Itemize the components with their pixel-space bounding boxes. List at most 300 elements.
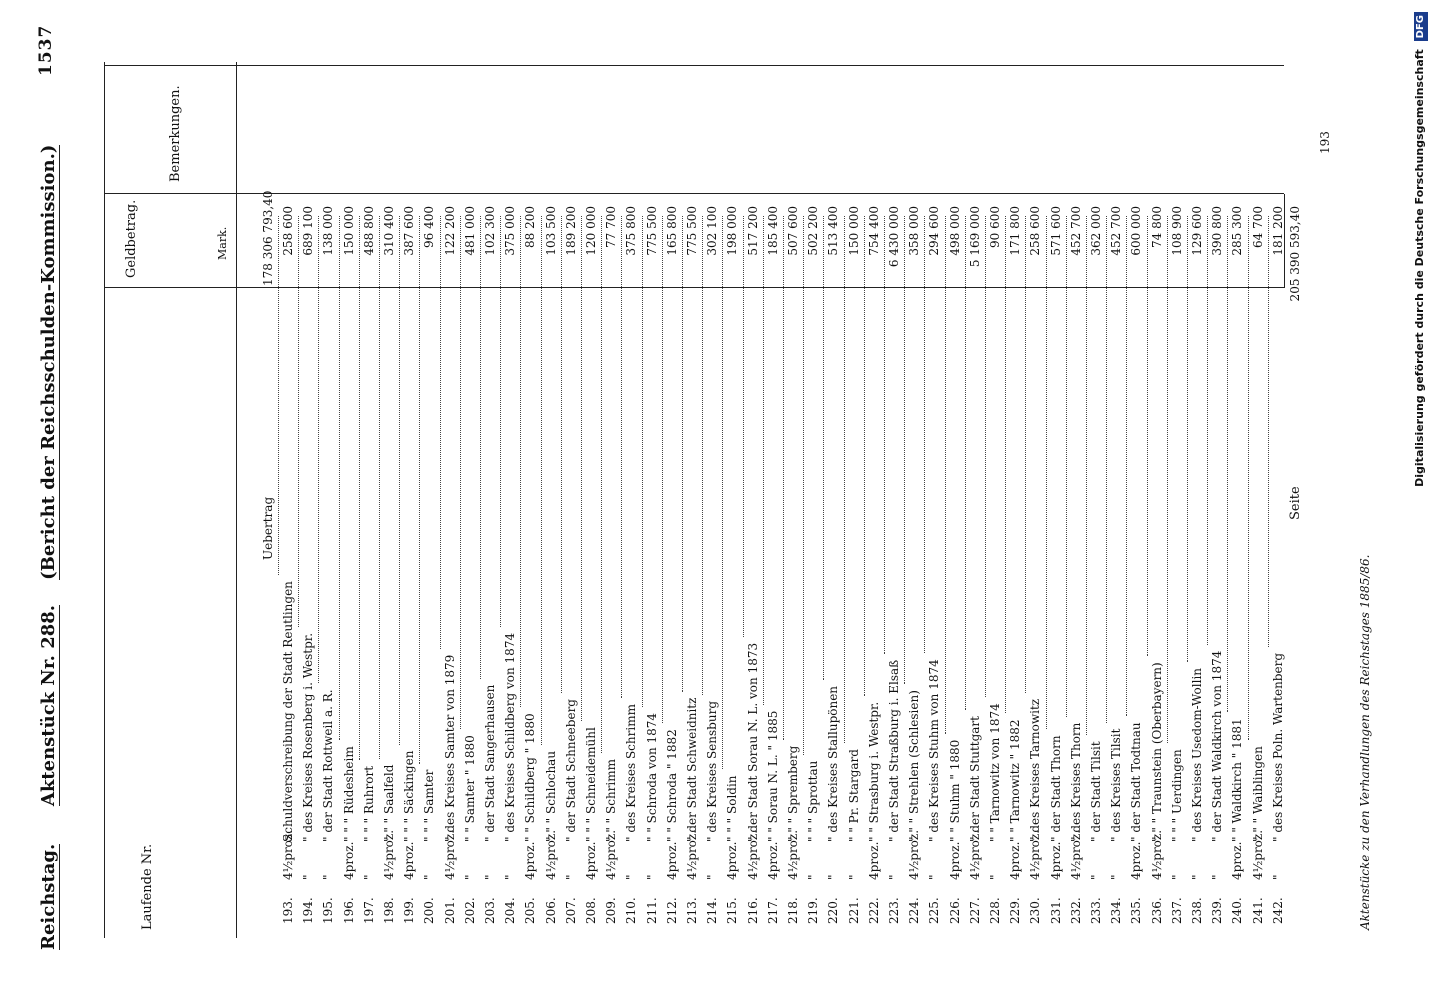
row-amount: 185 400 bbox=[765, 206, 780, 256]
dot-leader bbox=[359, 216, 360, 760]
row-interest-rate: 4½proz. bbox=[907, 829, 922, 880]
row-amount: 102 300 bbox=[483, 206, 497, 256]
row-number: 206. bbox=[543, 897, 558, 924]
table-row bbox=[965, 0, 985, 1000]
row-description: " der Stadt Sorau N. L. von 1873 bbox=[745, 642, 760, 842]
row-interest-rate: 4½proz. bbox=[1250, 829, 1265, 880]
row-amount: 488 800 bbox=[361, 206, 376, 256]
total-label: Seite bbox=[1288, 486, 1303, 520]
row-number: 213. bbox=[685, 897, 699, 924]
row-description: " " Sorau N. L. " 1885 bbox=[765, 710, 780, 842]
row-description: " des Kreises Tilsit bbox=[1109, 728, 1124, 842]
dot-leader bbox=[844, 216, 845, 743]
row-amount: 120 000 bbox=[584, 206, 598, 256]
row-description: " der Stadt Thorn bbox=[1048, 735, 1063, 842]
row-amount: 775 500 bbox=[685, 206, 699, 256]
row-number: 200. bbox=[422, 897, 437, 924]
row-interest-rate: " bbox=[927, 874, 942, 880]
row-amount: 5 169 000 bbox=[967, 206, 982, 268]
row-description: " " " Samter bbox=[422, 769, 437, 842]
dot-leader bbox=[803, 216, 804, 755]
row-amount: 513 400 bbox=[826, 206, 841, 256]
row-amount: 150 000 bbox=[341, 206, 356, 256]
row-interest-rate: 4proz. bbox=[1129, 841, 1144, 880]
carry-over-label: Uebertrag bbox=[261, 496, 275, 560]
row-amount: 138 000 bbox=[321, 206, 336, 256]
row-number: 240. bbox=[1230, 897, 1245, 924]
row-interest-rate: 4proz. bbox=[765, 841, 780, 880]
row-description: " " " Ruhrort bbox=[361, 765, 376, 842]
table-row bbox=[278, 0, 298, 1000]
table-row bbox=[803, 0, 823, 1000]
row-description: " " Pr. Stargard bbox=[846, 749, 861, 842]
row-interest-rate: 4½proz. bbox=[382, 829, 396, 880]
table-row bbox=[379, 0, 399, 1000]
row-number: 207. bbox=[563, 897, 578, 924]
table-row bbox=[985, 0, 1005, 1000]
row-number: 235. bbox=[1129, 897, 1144, 924]
dot-leader bbox=[965, 216, 966, 710]
row-interest-rate: " bbox=[1169, 874, 1184, 880]
dot-leader bbox=[1167, 216, 1168, 743]
row-number: 233. bbox=[1089, 897, 1103, 924]
row-amount: 129 600 bbox=[1190, 206, 1204, 256]
row-number: 195. bbox=[321, 897, 336, 924]
table-row bbox=[520, 0, 540, 1000]
row-number: 197. bbox=[361, 897, 376, 924]
table-row bbox=[722, 0, 742, 1000]
row-description: " des Kreises Stuhm von 1874 bbox=[927, 659, 942, 842]
row-number: 218. bbox=[786, 897, 800, 924]
row-number: 208. bbox=[584, 897, 598, 924]
dot-leader bbox=[1248, 216, 1249, 740]
row-interest-rate: " bbox=[1210, 874, 1225, 880]
dot-leader bbox=[419, 216, 420, 764]
row-interest-rate: " bbox=[705, 874, 720, 880]
col-header-amount: Geldbetrag. bbox=[124, 199, 139, 278]
row-number: 198. bbox=[382, 897, 396, 924]
row-number: 220. bbox=[826, 897, 841, 924]
row-number: 232. bbox=[1068, 897, 1083, 924]
col-header-unit: Mark. bbox=[216, 226, 229, 260]
row-interest-rate: 4proz. bbox=[402, 841, 417, 880]
row-interest-rate: " bbox=[1109, 874, 1124, 880]
row-amount: 375 800 bbox=[624, 206, 639, 256]
row-description: " " Samter " 1880 bbox=[462, 735, 477, 842]
running-header bbox=[38, 145, 59, 950]
row-amount: 258 600 bbox=[281, 206, 295, 256]
table-row bbox=[783, 0, 803, 1000]
row-interest-rate: 4proz. bbox=[341, 841, 356, 880]
row-number: 219. bbox=[806, 897, 821, 924]
table-row bbox=[763, 0, 783, 1000]
table-row bbox=[318, 0, 338, 1000]
carry-over-row bbox=[258, 0, 278, 1000]
dot-leader bbox=[1227, 216, 1228, 712]
row-description: " " " Rüdesheim bbox=[341, 746, 356, 842]
table-row bbox=[1248, 0, 1268, 1000]
row-amount: 108 900 bbox=[1169, 206, 1184, 256]
row-description: " " " Strehlen (Schlesien) bbox=[907, 690, 922, 842]
row-description: " der Stadt Rottweil a. R. bbox=[321, 689, 336, 842]
table-row bbox=[1086, 0, 1106, 1000]
row-amount: 600 000 bbox=[1129, 206, 1144, 256]
row-number: 225. bbox=[927, 897, 942, 924]
dot-leader bbox=[1005, 216, 1006, 713]
row-amount: 88 200 bbox=[523, 206, 538, 248]
row-number: 238. bbox=[1190, 897, 1204, 924]
dot-leader bbox=[763, 216, 764, 705]
table-row bbox=[823, 0, 843, 1000]
row-amount: 103 500 bbox=[543, 206, 558, 256]
row-description: " " Stuhm " 1880 bbox=[947, 739, 962, 842]
row-amount: 390 800 bbox=[1210, 206, 1225, 256]
row-number: 242. bbox=[1270, 897, 1285, 924]
dot-leader bbox=[621, 216, 622, 698]
row-amount: 189 200 bbox=[563, 206, 578, 256]
dot-leader bbox=[864, 216, 865, 696]
row-number: 237. bbox=[1169, 897, 1184, 924]
dot-leader bbox=[339, 216, 340, 740]
dot-leader bbox=[581, 216, 582, 721]
dot-leader bbox=[702, 216, 703, 695]
row-description: " des Kreises Sensburg bbox=[705, 701, 720, 842]
table-row bbox=[1126, 0, 1146, 1000]
dot-leader bbox=[379, 216, 380, 759]
footnote: Aktenstücke zu den Verhandlungen des Reichstages 1885/86. bbox=[1358, 554, 1372, 930]
dot-leader bbox=[1126, 216, 1127, 716]
table-row bbox=[1025, 0, 1045, 1000]
header-doc: Aktenstück Nr. 288. bbox=[38, 604, 59, 807]
row-number: 234. bbox=[1109, 897, 1124, 924]
row-amount: 362 000 bbox=[1089, 206, 1103, 256]
row-number: 228. bbox=[988, 897, 1002, 924]
header-title: (Bericht der Reichsschulden-Kommission.) bbox=[38, 144, 59, 580]
row-interest-rate: 4½proz. bbox=[967, 829, 982, 880]
page-number: 1537 bbox=[36, 24, 56, 76]
table-row bbox=[904, 0, 924, 1000]
row-amount: 507 600 bbox=[786, 206, 800, 256]
row-interest-rate: " bbox=[422, 874, 437, 880]
folio-number: 193 bbox=[1318, 131, 1332, 154]
dot-leader bbox=[682, 216, 683, 692]
dot-leader bbox=[985, 216, 986, 697]
row-description: " des Kreises Schrimm bbox=[624, 704, 639, 842]
row-description: " " " Schneidemühl bbox=[584, 727, 598, 842]
row-amount: 502 200 bbox=[806, 206, 821, 256]
dot-leader bbox=[924, 216, 925, 653]
table-row bbox=[419, 0, 439, 1000]
dot-leader bbox=[722, 216, 723, 769]
dot-leader bbox=[399, 216, 400, 745]
row-interest-rate: 4½proz. bbox=[745, 829, 760, 880]
table-row bbox=[339, 0, 359, 1000]
dot-leader bbox=[1066, 216, 1067, 717]
row-interest-rate: " bbox=[483, 874, 497, 880]
dot-leader bbox=[500, 216, 501, 627]
row-number: 224. bbox=[907, 897, 922, 924]
table-row bbox=[541, 0, 561, 1000]
row-description: " der Stadt Sangerhausen bbox=[483, 684, 497, 842]
table-row bbox=[1046, 0, 1066, 1000]
table-row bbox=[1268, 0, 1288, 1000]
row-number: 226. bbox=[947, 897, 962, 924]
row-interest-rate: 4proz. bbox=[584, 841, 598, 880]
table-row bbox=[945, 0, 965, 1000]
row-description: " " " Saalfeld bbox=[382, 764, 396, 842]
row-description: " " Waldkirch " 1881 bbox=[1230, 718, 1245, 842]
row-description: " der Stadt Straßburg i. Elsaß bbox=[887, 659, 901, 842]
row-amount: 358 000 bbox=[907, 206, 922, 256]
row-interest-rate: " bbox=[846, 874, 861, 880]
row-number: 199. bbox=[402, 897, 417, 924]
table-row bbox=[1106, 0, 1126, 1000]
col-header-remarks: Bemerkungen. bbox=[168, 85, 183, 182]
row-number: 209. bbox=[604, 897, 619, 924]
row-number: 196. bbox=[341, 897, 356, 924]
row-description: " " Schildberg " 1880 bbox=[523, 713, 538, 842]
row-description: " der Stadt Schneeberg bbox=[563, 699, 578, 842]
row-number: 204. bbox=[503, 897, 518, 924]
dot-leader bbox=[298, 216, 299, 627]
table-row bbox=[298, 0, 318, 1000]
row-interest-rate: " bbox=[503, 874, 518, 880]
table-row bbox=[884, 0, 904, 1000]
table-row bbox=[561, 0, 581, 1000]
row-interest-rate: 4½proz. bbox=[1149, 829, 1164, 880]
dot-leader bbox=[541, 216, 542, 745]
table-row bbox=[601, 0, 621, 1000]
row-interest-rate: " bbox=[1270, 874, 1285, 880]
row-amount: 90 600 bbox=[988, 206, 1002, 248]
row-amount: 310 400 bbox=[382, 206, 396, 256]
row-interest-rate: 4proz. bbox=[664, 841, 679, 880]
row-interest-rate: " bbox=[321, 874, 336, 880]
dot-leader bbox=[823, 216, 824, 680]
row-interest-rate: " bbox=[644, 874, 659, 880]
row-interest-rate: 4proz. bbox=[523, 841, 538, 880]
dot-leader bbox=[884, 216, 885, 654]
table-row bbox=[864, 0, 884, 1000]
dot-leader bbox=[601, 216, 602, 753]
table-row bbox=[924, 0, 944, 1000]
row-interest-rate: 4proz. bbox=[866, 841, 881, 880]
row-number: 229. bbox=[1008, 897, 1023, 924]
row-number: 221. bbox=[846, 897, 861, 924]
row-number: 210. bbox=[624, 897, 639, 924]
row-interest-rate: 4½proz. bbox=[281, 829, 295, 880]
row-amount: 775 500 bbox=[644, 206, 659, 256]
table-row bbox=[500, 0, 520, 1000]
row-interest-rate: " bbox=[462, 874, 477, 880]
row-number: 230. bbox=[1028, 897, 1043, 924]
table-row bbox=[581, 0, 601, 1000]
row-interest-rate: 4½proz. bbox=[685, 829, 699, 880]
dot-leader bbox=[1025, 216, 1026, 693]
table-row bbox=[460, 0, 480, 1000]
row-description: " des Kreises Poln. Wartenberg bbox=[1270, 652, 1285, 842]
row-description: " " " Säckingen bbox=[402, 750, 417, 842]
dot-leader bbox=[1046, 216, 1047, 729]
row-amount: 571 600 bbox=[1048, 206, 1063, 256]
table-row bbox=[1187, 0, 1207, 1000]
dot-leader bbox=[662, 216, 663, 723]
row-amount: 294 600 bbox=[927, 206, 942, 256]
row-number: 194. bbox=[301, 897, 316, 924]
row-amount: 302 100 bbox=[705, 206, 720, 256]
row-amount: 754 400 bbox=[866, 206, 881, 256]
dot-leader bbox=[904, 216, 905, 684]
row-amount: 452 700 bbox=[1109, 206, 1124, 256]
row-amount: 150 000 bbox=[846, 206, 861, 256]
row-amount: 285 300 bbox=[1230, 206, 1245, 256]
row-description: " des Kreises Thorn bbox=[1068, 722, 1083, 842]
carry-over-amount: 178 306 793,40 bbox=[261, 190, 275, 286]
row-description: " " " Soldin bbox=[725, 775, 740, 842]
col-header-nr: Laufende Nr. bbox=[140, 843, 155, 930]
table-row bbox=[682, 0, 702, 1000]
table-row bbox=[702, 0, 722, 1000]
row-description: " " " Schlochau bbox=[543, 750, 558, 842]
row-amount: 171 800 bbox=[1008, 206, 1023, 256]
row-interest-rate: 4proz. bbox=[1230, 841, 1245, 880]
row-description: " " " Uerdingen bbox=[1169, 749, 1184, 842]
row-amount: 258 600 bbox=[1028, 206, 1043, 256]
dfg-logo: DFG bbox=[1414, 12, 1428, 41]
row-interest-rate: " bbox=[1190, 874, 1204, 880]
row-interest-rate: " bbox=[826, 874, 841, 880]
row-description: " " " Waiblingen bbox=[1250, 746, 1265, 842]
row-description: " " " Spremberg bbox=[786, 745, 800, 842]
row-description: " " Tarnowitz " 1882 bbox=[1008, 719, 1023, 842]
dot-leader bbox=[1147, 216, 1148, 656]
row-number: 201. bbox=[442, 897, 457, 924]
dot-leader bbox=[1106, 216, 1107, 723]
row-amount: 689 100 bbox=[301, 206, 316, 256]
row-interest-rate: 4proz. bbox=[947, 841, 962, 880]
table-row bbox=[662, 0, 682, 1000]
dot-leader bbox=[561, 216, 562, 693]
row-number: 216. bbox=[745, 897, 760, 924]
dot-leader bbox=[1207, 216, 1208, 645]
row-description: " der Stadt Stuttgart bbox=[967, 716, 982, 842]
row-amount: 96 400 bbox=[422, 206, 437, 248]
row-number: 217. bbox=[765, 897, 780, 924]
table-row bbox=[1207, 0, 1227, 1000]
row-description: " " Schroda " 1882 bbox=[664, 729, 679, 842]
dot-leader bbox=[1268, 216, 1269, 647]
row-description: " der Stadt Todtnau bbox=[1129, 722, 1144, 842]
row-number: 231. bbox=[1048, 897, 1063, 924]
row-number: 205. bbox=[523, 897, 538, 924]
table-row bbox=[844, 0, 864, 1000]
row-amount: 517 200 bbox=[745, 206, 760, 256]
row-description: " " Strasburg i. Westpr. bbox=[866, 701, 881, 842]
header-source: Reichstag. bbox=[38, 843, 59, 950]
row-description: " " " Schrimm bbox=[604, 758, 619, 842]
row-interest-rate: " bbox=[806, 874, 821, 880]
row-description: " des Kreises Schildberg von 1874 bbox=[503, 632, 518, 842]
row-amount: 122 200 bbox=[442, 206, 457, 256]
row-description: " der Stadt Schweidnitz bbox=[685, 697, 699, 842]
table-row bbox=[1005, 0, 1025, 1000]
row-interest-rate: 4½proz. bbox=[1028, 829, 1043, 880]
row-number: 241. bbox=[1250, 897, 1265, 924]
row-interest-rate: 4½proz. bbox=[786, 829, 800, 880]
row-interest-rate: 4proz. bbox=[1048, 841, 1063, 880]
row-number: 202. bbox=[462, 897, 477, 924]
dot-leader bbox=[278, 216, 279, 575]
row-interest-rate: 4½proz. bbox=[1068, 829, 1083, 880]
row-number: 214. bbox=[705, 897, 720, 924]
row-description: " " Tarnowitz von 1874 bbox=[988, 703, 1002, 842]
row-description: " " " Sprottau bbox=[806, 760, 821, 842]
row-interest-rate: " bbox=[887, 874, 901, 880]
row-number: 203. bbox=[483, 897, 497, 924]
row-description: " des Kreises Samter von 1879 bbox=[442, 654, 457, 842]
table-row bbox=[1227, 0, 1247, 1000]
row-description: " der Stadt Waldkirch von 1874 bbox=[1210, 650, 1225, 842]
table-row bbox=[1147, 0, 1167, 1000]
row-interest-rate: " bbox=[301, 874, 316, 880]
row-description: " des Kreises Tarnowitz bbox=[1028, 698, 1043, 842]
row-amount: 452 700 bbox=[1068, 206, 1083, 256]
row-number: 236. bbox=[1149, 897, 1164, 924]
row-interest-rate: 4½proz. bbox=[442, 829, 457, 880]
table-row bbox=[1066, 0, 1086, 1000]
watermark-text: Digitalisierung gefördert durch die Deutsche Forschungsgemeinschaft bbox=[1413, 49, 1426, 487]
row-description: " " " Traunstein (Oberbayern) bbox=[1149, 662, 1164, 842]
row-number: 222. bbox=[866, 897, 881, 924]
row-amount: 481 000 bbox=[462, 206, 477, 256]
row-number: 211. bbox=[644, 897, 659, 924]
row-number: 215. bbox=[725, 897, 740, 924]
row-interest-rate: " bbox=[988, 874, 1002, 880]
row-amount: 375 000 bbox=[503, 206, 518, 256]
row-description: " des Kreises Stallupönen bbox=[826, 685, 841, 842]
dfg-watermark bbox=[1400, 0, 1432, 1000]
row-number: 239. bbox=[1210, 897, 1225, 924]
dot-leader bbox=[460, 216, 461, 729]
row-description: " des Kreises Usedom-Wollin bbox=[1190, 667, 1204, 842]
table-row bbox=[359, 0, 379, 1000]
row-amount: 74 800 bbox=[1149, 206, 1164, 248]
dot-leader bbox=[520, 216, 521, 707]
row-description: " " Schroda von 1874 bbox=[644, 712, 659, 842]
dot-leader bbox=[1086, 216, 1087, 735]
row-amount: 181 200 bbox=[1270, 206, 1285, 256]
row-interest-rate: " bbox=[1089, 874, 1103, 880]
row-interest-rate: " bbox=[624, 874, 639, 880]
row-amount: 498 000 bbox=[947, 206, 962, 256]
row-amount: 6 430 000 bbox=[887, 206, 901, 268]
table-row bbox=[1167, 0, 1187, 1000]
row-interest-rate: 4proz. bbox=[1008, 841, 1023, 880]
row-description: Schuldverschreibung der Stadt Reutlingen bbox=[281, 581, 295, 842]
table-row bbox=[743, 0, 763, 1000]
dot-leader bbox=[642, 216, 643, 707]
row-interest-rate: " bbox=[563, 874, 578, 880]
table-row bbox=[399, 0, 419, 1000]
row-description: " des Kreises Rosenberg i. Westpr. bbox=[301, 632, 316, 842]
row-interest-rate: 4½proz. bbox=[604, 829, 619, 880]
table-row bbox=[621, 0, 641, 1000]
row-number: 223. bbox=[887, 897, 901, 924]
row-interest-rate: 4proz. bbox=[725, 841, 740, 880]
total-amount: 205 390 593,40 bbox=[1288, 206, 1302, 302]
row-description: " der Stadt Tilsit bbox=[1089, 741, 1103, 842]
row-amount: 198 000 bbox=[725, 206, 740, 256]
